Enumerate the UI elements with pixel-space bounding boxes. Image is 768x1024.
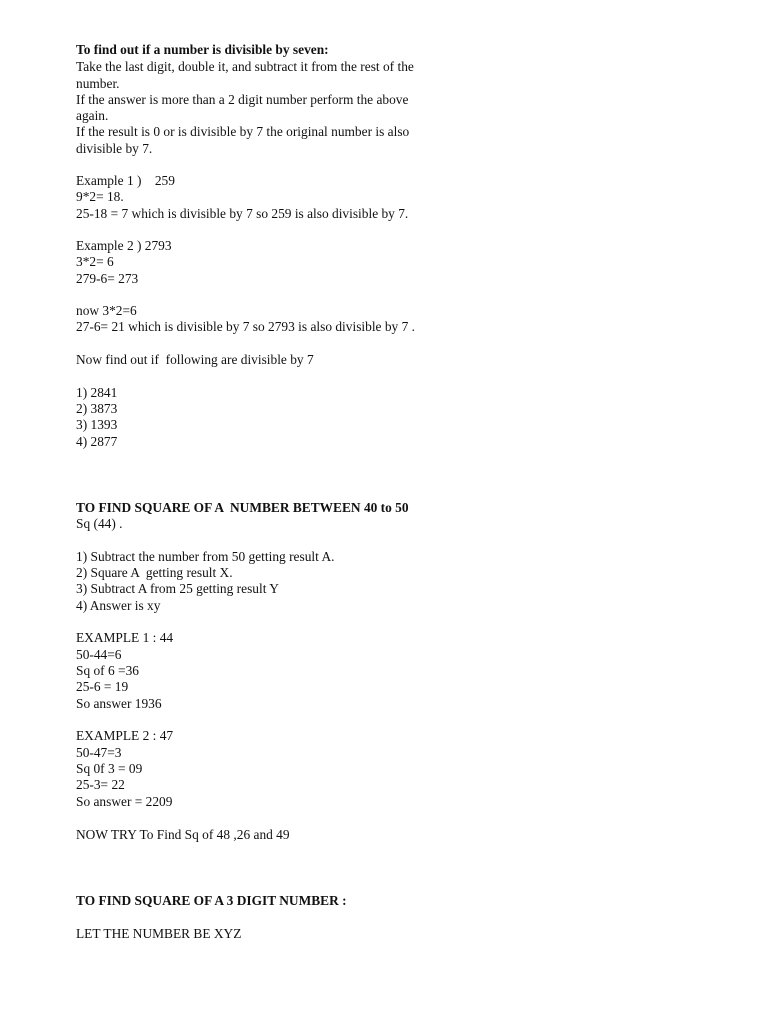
body-line: If the result is 0 or is divisible by 7 the original number is also <box>76 124 410 139</box>
body-line: number. <box>76 76 120 91</box>
example-line: EXAMPLE 2 : 47 <box>76 728 174 743</box>
section-heading: To find out if a number is divisible by seven: <box>76 42 329 57</box>
step-item: 2) Square A getting result X. <box>76 565 233 580</box>
example-line: 50-47=3 <box>76 745 122 760</box>
example-line: 25-3= 22 <box>76 777 125 792</box>
example-line: EXAMPLE 1 : 44 <box>76 630 174 645</box>
subheading: Sq (44) . <box>76 516 123 531</box>
example-line: 25-6 = 19 <box>76 679 129 694</box>
example-line: 25-18 = 7 which is divisible by 7 so 259 is also divisible by 7. <box>76 206 409 221</box>
example-line: So answer = 2209 <box>76 794 173 809</box>
example-line: So answer 1936 <box>76 696 162 711</box>
body-line: divisible by 7. <box>76 141 153 156</box>
exercise-item: 3) 1393 <box>76 417 118 432</box>
section-heading: TO FIND SQUARE OF A 3 DIGIT NUMBER : <box>76 893 347 908</box>
example-line: Example 2 ) 2793 <box>76 238 172 253</box>
exercise-item: 1) 2841 <box>76 385 118 400</box>
example-line: 27-6= 21 which is divisible by 7 so 2793 is also divisible by 7 . <box>76 319 415 334</box>
example-line: Example 1 ) 259 <box>76 173 175 188</box>
body-line: again. <box>76 108 109 123</box>
section-heading: TO FIND SQUARE OF A NUMBER BETWEEN 40 to 50 <box>76 500 409 515</box>
body-line: Take the last digit, double it, and subtract it from the rest of the <box>76 59 414 74</box>
try-prompt: NOW TRY To Find Sq of 48 ,26 and 49 <box>76 827 290 842</box>
example-line: 9*2= 18. <box>76 189 124 204</box>
body-line: LET THE NUMBER BE XYZ <box>76 926 242 941</box>
example-line: Sq 0f 3 = 09 <box>76 761 143 776</box>
step-item: 1) Subtract the number from 50 getting result A. <box>76 549 335 564</box>
example-line: Sq of 6 =36 <box>76 663 139 678</box>
step-item: 3) Subtract A from 25 getting result Y <box>76 581 279 596</box>
example-line: 50-44=6 <box>76 647 122 662</box>
body-line: If the answer is more than a 2 digit number perform the above <box>76 92 409 107</box>
step-item: 4) Answer is xy <box>76 598 161 613</box>
exercise-prompt: Now find out if following are divisible by 7 <box>76 352 314 367</box>
exercise-item: 2) 3873 <box>76 401 118 416</box>
exercise-item: 4) 2877 <box>76 434 118 449</box>
example-line: now 3*2=6 <box>76 303 137 318</box>
example-line: 3*2= 6 <box>76 254 114 269</box>
example-line: 279-6= 273 <box>76 271 139 286</box>
